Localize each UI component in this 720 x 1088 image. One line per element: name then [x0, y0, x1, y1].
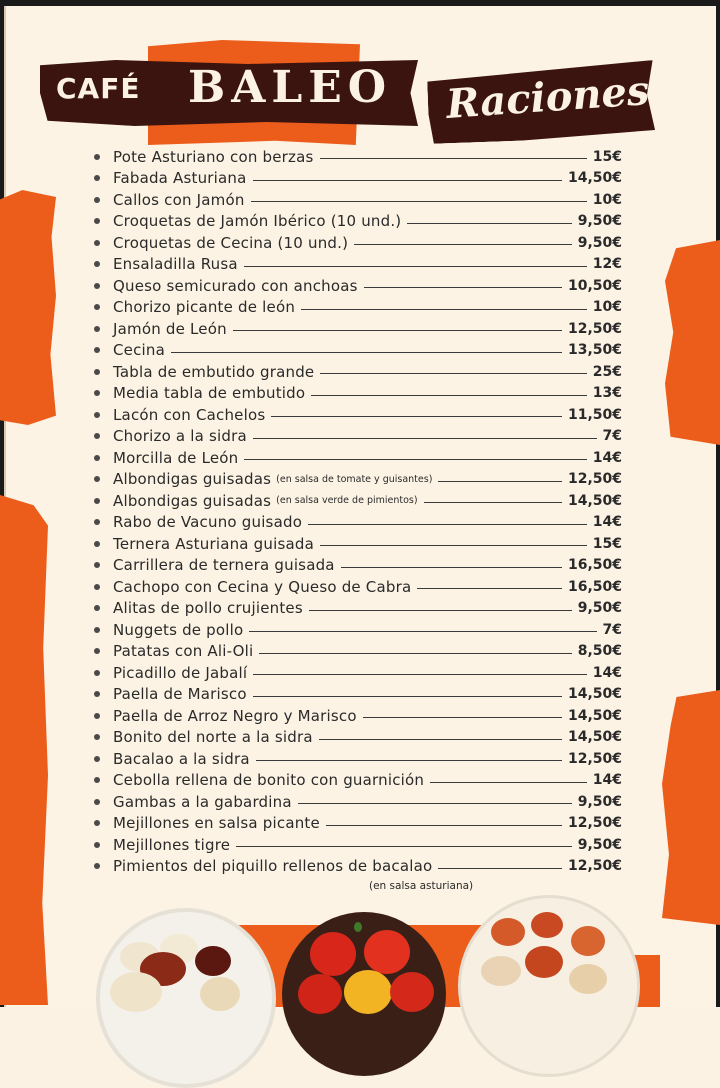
menu-item-price: 14,50€ — [567, 170, 622, 187]
menu-item-name: Cachopo con Cecina y Queso de Cabra — [113, 577, 412, 596]
dotted-leader — [253, 696, 562, 697]
menu-item-name: Chorizo a la sidra — [113, 427, 247, 446]
menu-item-price: 12,50€ — [567, 471, 622, 488]
menu-item-name: Cecina — [113, 341, 166, 360]
bullet-icon — [94, 326, 100, 332]
menu-item-price: 15€ — [592, 148, 622, 165]
menu-item-price: 10€ — [592, 191, 622, 208]
dotted-leader — [233, 330, 562, 331]
bullet-icon — [94, 541, 100, 547]
bullet-icon — [94, 154, 100, 160]
menu-item-price: 8,50€ — [577, 643, 622, 660]
menu-item — [94, 705, 624, 727]
bullet-icon — [94, 433, 100, 439]
dotted-leader — [253, 674, 586, 675]
bullet-icon — [94, 756, 100, 762]
menu-item-price: 14€ — [592, 664, 622, 681]
menu-item-name: Bonito del norte a la sidra — [113, 728, 313, 747]
bullet-icon — [94, 820, 100, 826]
menu-item-price: 7€ — [602, 428, 622, 445]
menu-item-price: 12,50€ — [567, 815, 622, 832]
menu-item-note: (en salsa de tomate y guisantes) — [276, 473, 433, 485]
bullet-icon — [94, 476, 100, 482]
dotted-leader — [271, 416, 562, 417]
menu-item-name: Ternera Asturiana guisada — [113, 534, 314, 553]
dotted-leader — [364, 287, 562, 288]
menu-item — [94, 770, 624, 792]
bullet-icon — [94, 261, 100, 267]
menu-item-name: Albondigas guisadas — [113, 491, 272, 510]
bullet-icon — [94, 584, 100, 590]
menu-item-name: Ensaladilla Rusa — [113, 255, 238, 274]
menu-item-name: Jamón de León — [113, 319, 227, 338]
bullet-icon — [94, 648, 100, 654]
menu-item-price: 16,50€ — [567, 557, 622, 574]
menu-item-name: Tabla de embutido grande — [113, 362, 315, 381]
menu-item-name: Nuggets de pollo — [113, 620, 244, 639]
bullet-icon — [94, 498, 100, 504]
menu-item-price: 11,50€ — [567, 406, 622, 423]
menu-item-name: Lacón con Cachelos — [113, 405, 266, 424]
menu-item — [94, 146, 624, 168]
dotted-leader — [301, 309, 587, 310]
dotted-leader — [319, 739, 562, 740]
menu-item-price: 15€ — [592, 535, 622, 552]
menu-item-price: 12€ — [592, 256, 622, 273]
dotted-leader — [438, 868, 562, 869]
menu-item — [94, 232, 624, 254]
menu-item-note: (en salsa verde de pimientos) — [276, 495, 418, 507]
bullet-icon — [94, 734, 100, 740]
last-item-subnote: (en salsa asturiana) — [369, 880, 474, 892]
bullet-icon — [94, 369, 100, 375]
menu-item — [94, 555, 624, 577]
dotted-leader — [253, 180, 562, 181]
menu-item-name: Bacalao a la sidra — [113, 749, 250, 768]
dotted-leader — [308, 524, 587, 525]
dotted-leader — [417, 588, 562, 589]
bullet-icon — [94, 347, 100, 353]
dotted-leader — [309, 610, 572, 611]
bullet-icon — [94, 455, 100, 461]
menu-item — [94, 426, 624, 448]
menu-item-price: 9,50€ — [577, 793, 622, 810]
bullet-icon — [94, 799, 100, 805]
menu-item — [94, 447, 624, 469]
menu-item — [94, 533, 624, 555]
menu-item-name: Mejillones tigre — [113, 835, 231, 854]
menu-item-name: Picadillo de Jabalí — [113, 663, 248, 682]
dotted-leader — [407, 223, 571, 224]
menu-item-price: 16,50€ — [567, 578, 622, 595]
menu-item-name: Morcilla de León — [113, 448, 239, 467]
menu-item-name: Croquetas de Jamón Ibérico (10 und.) — [113, 212, 402, 231]
dotted-leader — [244, 459, 586, 460]
menu-item-price: 7€ — [602, 621, 622, 638]
menu-item — [94, 856, 624, 878]
bullet-icon — [94, 390, 100, 396]
menu-item-price: 10,50€ — [567, 277, 622, 294]
menu-item-name: Alitas de pollo crujientes — [113, 599, 303, 618]
menu-item-name: Patatas con Ali-Oli — [113, 642, 254, 661]
bullet-icon — [94, 562, 100, 568]
menu-item-price: 25€ — [592, 363, 622, 380]
menu-item-name: Cebolla rellena de bonito con guarnición — [113, 771, 425, 790]
bullet-icon — [94, 283, 100, 289]
menu-item-name: Croquetas de Cecina (10 und.) — [113, 233, 349, 252]
octopus-plate-image — [458, 895, 640, 1077]
menu-item-name: Gambas a la gabardina — [113, 792, 292, 811]
dotted-leader — [171, 352, 562, 353]
menu-item-price: 14,50€ — [567, 729, 622, 746]
bullet-icon — [94, 218, 100, 224]
brush-stroke-left-top — [0, 190, 56, 425]
menu-item-name: Callos con Jamón — [113, 190, 245, 209]
brush-stroke-right-top — [665, 240, 720, 445]
bullet-icon — [94, 197, 100, 203]
bullet-icon — [94, 842, 100, 848]
fabada-plate-image — [96, 908, 276, 1088]
dotted-leader — [311, 395, 586, 396]
dotted-leader — [424, 502, 562, 503]
menu-item — [94, 297, 624, 319]
bullet-icon — [94, 605, 100, 611]
dotted-leader — [249, 631, 596, 632]
dotted-leader — [244, 266, 587, 267]
menu-item — [94, 318, 624, 340]
menu-list — [94, 146, 624, 877]
bullet-icon — [94, 412, 100, 418]
menu-item — [94, 834, 624, 856]
menu-item-name: Pimientos del piquillo rellenos de bacalao — [113, 857, 433, 876]
dotted-leader — [326, 825, 562, 826]
menu-item — [94, 748, 624, 770]
menu-item — [94, 576, 624, 598]
menu-item-price: 9,50€ — [577, 213, 622, 230]
menu-item-name: Mejillones en salsa picante — [113, 814, 320, 833]
logo-cafe: CAFÉ — [56, 72, 141, 105]
bullet-icon — [94, 777, 100, 783]
menu-item — [94, 641, 624, 663]
bullet-icon — [94, 627, 100, 633]
menu-item — [94, 189, 624, 211]
menu-item — [94, 619, 624, 641]
dotted-leader — [251, 201, 587, 202]
menu-item-name: Fabada Asturiana — [113, 169, 247, 188]
menu-item — [94, 361, 624, 383]
bullet-icon — [94, 519, 100, 525]
menu-item — [94, 383, 624, 405]
menu-item-name: Pote Asturiano con berzas — [113, 147, 314, 166]
dotted-leader — [354, 244, 572, 245]
menu-item-name: Chorizo picante de león — [113, 298, 296, 317]
menu-item — [94, 404, 624, 426]
bullet-icon — [94, 713, 100, 719]
menu-item-name: Albondigas guisadas — [113, 470, 272, 489]
menu-item-name: Paella de Arroz Negro y Marisco — [113, 706, 357, 725]
menu-item-price: 9,50€ — [577, 836, 622, 853]
dotted-leader — [320, 373, 586, 374]
menu-item — [94, 469, 624, 491]
dotted-leader — [320, 158, 587, 159]
dotted-leader — [259, 653, 571, 654]
bullet-icon — [94, 863, 100, 869]
menu-item-price: 14€ — [592, 514, 622, 531]
menu-item — [94, 791, 624, 813]
logo-baleo: BALEO — [188, 62, 393, 113]
stuffed-peppers-plate-image — [282, 912, 446, 1076]
menu-item-price: 12,50€ — [567, 858, 622, 875]
menu-item — [94, 512, 624, 534]
menu-item-price: 14,50€ — [567, 492, 622, 509]
menu-item — [94, 490, 624, 512]
brush-stroke-left-bottom — [0, 495, 48, 1005]
menu-item-name: Paella de Marisco — [113, 685, 247, 704]
dotted-leader — [236, 846, 572, 847]
menu-item-name: Queso semicurado con anchoas — [113, 276, 358, 295]
menu-item — [94, 684, 624, 706]
bullet-icon — [94, 670, 100, 676]
menu-item — [94, 275, 624, 297]
menu-item — [94, 254, 624, 276]
dotted-leader — [341, 567, 562, 568]
menu-item-price: 14€ — [592, 449, 622, 466]
menu-item-price: 9,50€ — [577, 600, 622, 617]
brush-stroke-right-bottom — [662, 690, 720, 925]
menu-item-name: Media tabla de embutido — [113, 384, 306, 403]
menu-item-price: 13,50€ — [567, 342, 622, 359]
bullet-icon — [94, 304, 100, 310]
menu-item — [94, 727, 624, 749]
menu-item — [94, 211, 624, 233]
bullet-icon — [94, 240, 100, 246]
menu-item-name: Carrillera de ternera guisada — [113, 556, 335, 575]
menu-item — [94, 598, 624, 620]
menu-item-price: 12,50€ — [567, 750, 622, 767]
menu-item-price: 12,50€ — [567, 320, 622, 337]
menu-item-price: 13€ — [592, 385, 622, 402]
dotted-leader — [320, 545, 587, 546]
bullet-icon — [94, 691, 100, 697]
menu-item — [94, 662, 624, 684]
bullet-icon — [94, 175, 100, 181]
dotted-leader — [438, 481, 562, 482]
dotted-leader — [256, 760, 562, 761]
menu-item-price: 9,50€ — [577, 234, 622, 251]
menu-item-price: 14,50€ — [567, 707, 622, 724]
dotted-leader — [253, 438, 597, 439]
menu-item-price: 14€ — [592, 772, 622, 789]
dotted-leader — [298, 803, 572, 804]
dotted-leader — [430, 782, 587, 783]
menu-item — [94, 813, 624, 835]
section-title: Raciones — [444, 66, 651, 129]
menu-item-price: 14,50€ — [567, 686, 622, 703]
menu-item — [94, 168, 624, 190]
menu-item-price: 10€ — [592, 299, 622, 316]
dotted-leader — [363, 717, 562, 718]
menu-item-name: Rabo de Vacuno guisado — [113, 513, 303, 532]
menu-item — [94, 340, 624, 362]
